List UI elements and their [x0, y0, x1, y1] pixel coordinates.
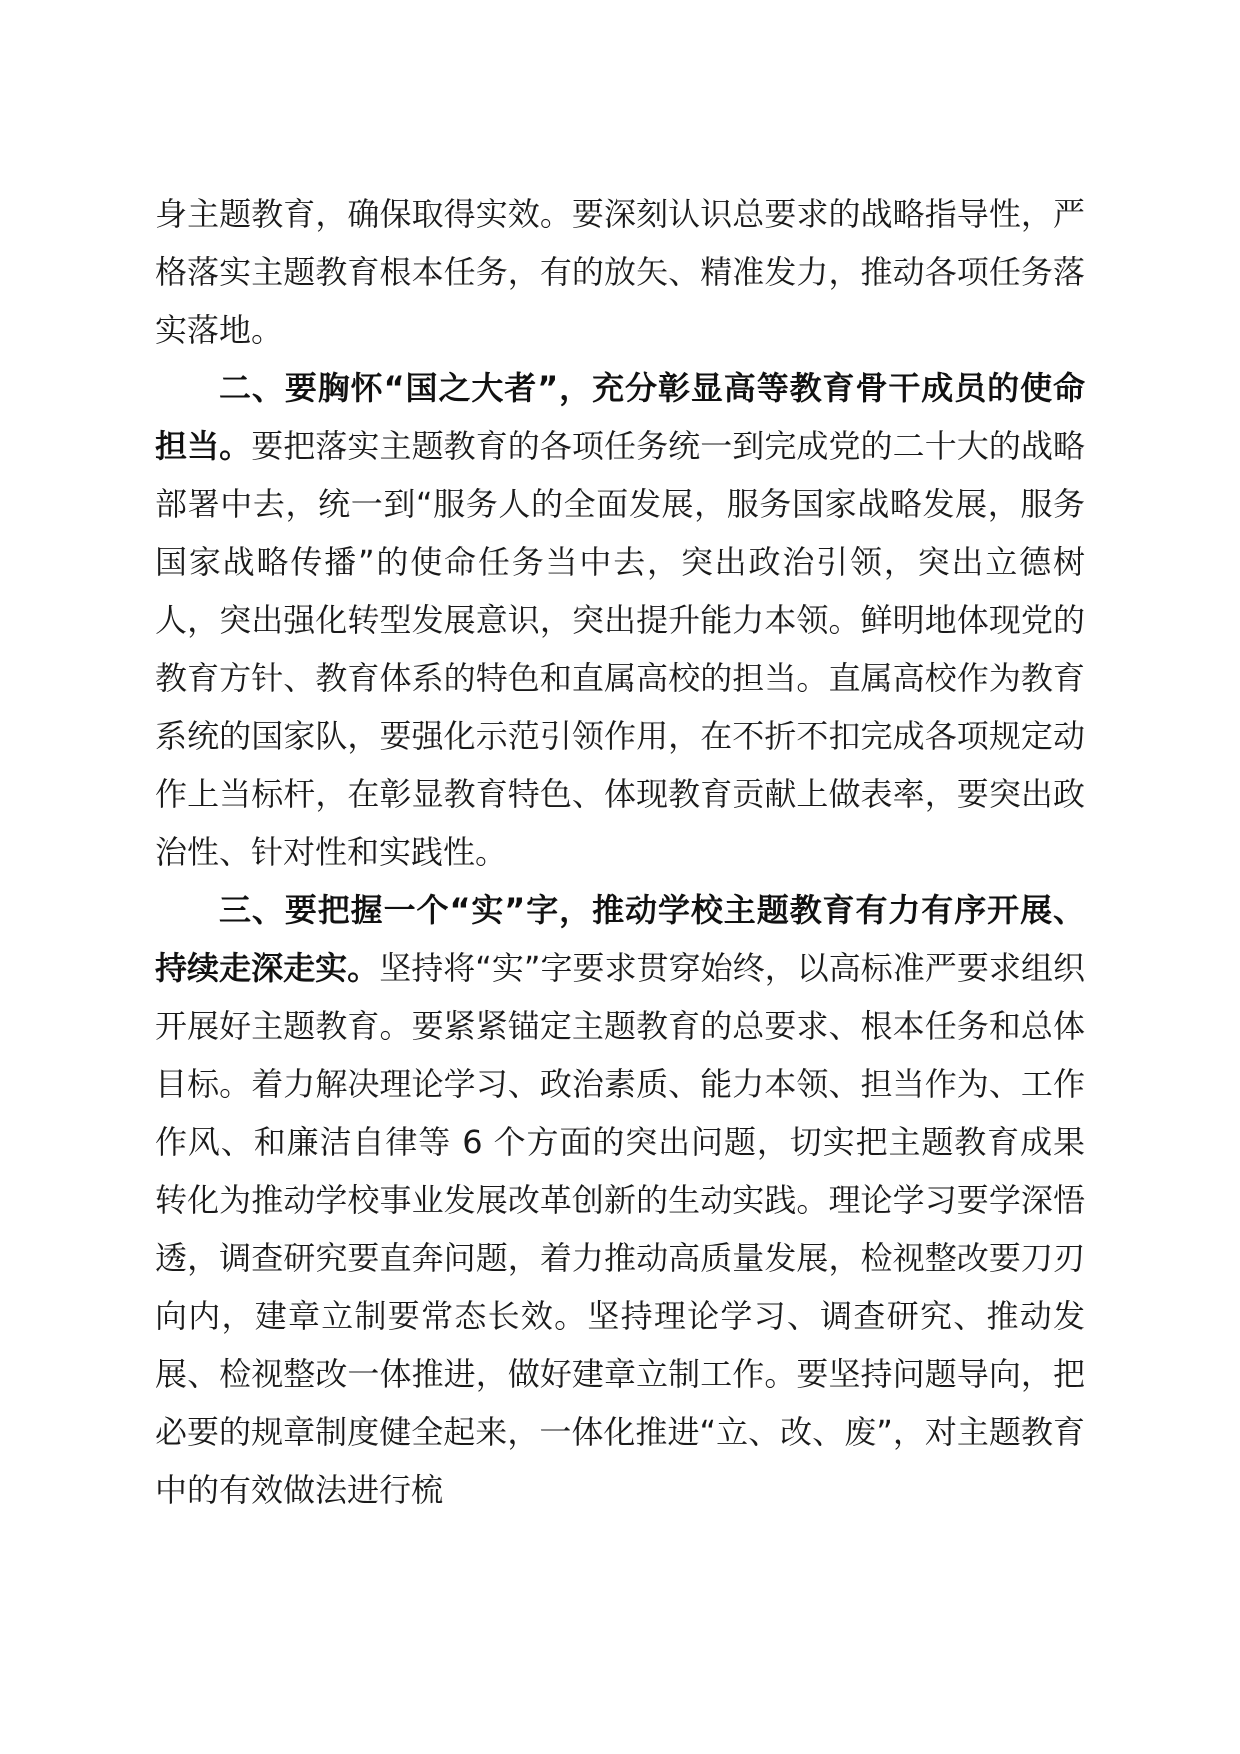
paragraph-2-text: 要把落实主题教育的各项任务统一到完成党的二十大的战略部署中去，统一到“服务人的全面发展，服务国家战略发展，服务国家战略传播”的使命任务当中去，突出政治引领，突出立德树人，突出强化转型发展意识，突出提升能力本领。鲜明地体现党的教育方针、教育体系的特色和直属高校的担当。直属高校作为教育系统的国家队，要强化示范引领作用，在不折不扣完成各项规定动作上当标杆，在彰显教育特色、体现教育贡献上做表率，要突出政治性、针对性和实践性。	[155, 427, 1085, 871]
document-body	[155, 185, 1085, 1519]
paragraph-2-heading: 二、要胸怀“国之大者”，充分彰显高等教育骨干成员的使命担当。	[155, 369, 1085, 465]
paragraph-1-text: 身主题教育，确保取得实效。要深刻认识总要求的战略指导性，严格落实主题教育根本任务，有的放矢、精准发力，推动各项任务落实落地。	[155, 195, 1085, 349]
paragraph-3-text: 坚持将“实”字要求贯穿始终，以高标准严要求组织开展好主题教育。要紧紧锚定主题教育的总要求、根本任务和总体目标。着力解决理论学习、政治素质、能力本领、担当作为、工作作风、和廉洁自律等 6 个方面的突出问题，切实把主题教育成果转化为推动学校事业发展改革创新的生动实践。理论学习要学深悟透，调查研究要直奔问题，着力推动高质量发展，检视整改要刀刃向内，建章立制要常态长效。坚持理论学习、调查研究、推动发展、检视整改一体推进，做好建章立制工作。要坚持问题导向，把必要的规章制度健全起来，一体化推进“立、改、废”，对主题教育中的有效做法进行梳	[155, 949, 1085, 1509]
paragraph-1	[155, 185, 1085, 359]
paragraph-3-heading: 三、要把握一个“实”字，推动学校主题教育有力有序开展、持续走深走实。	[155, 891, 1085, 987]
paragraph-3	[155, 881, 1085, 1519]
paragraph-2	[155, 359, 1085, 881]
